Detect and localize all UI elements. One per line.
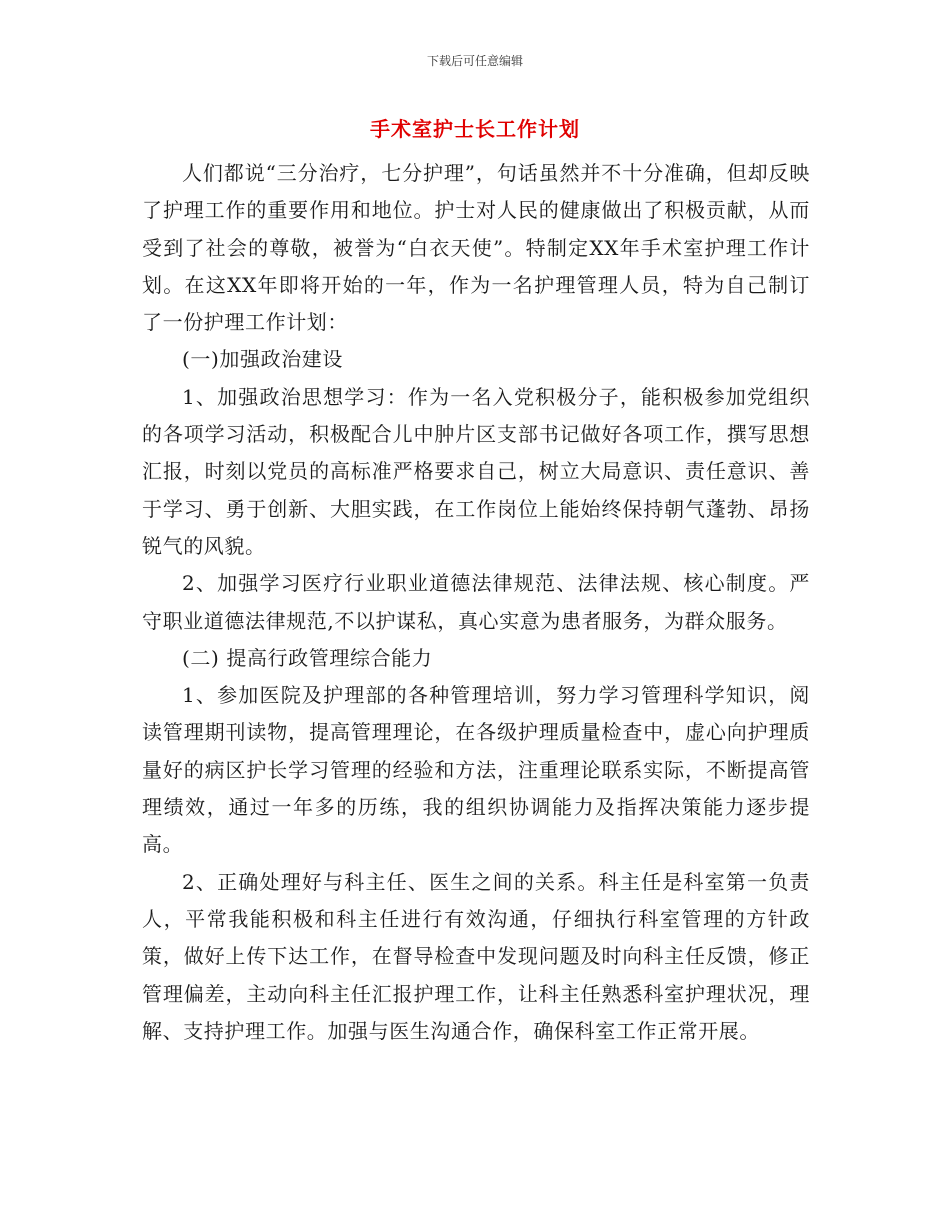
section-heading-management: (二) 提高行政管理综合能力 (182, 645, 433, 670)
intro-paragraph: 人们都说“三分治疗，七分护理”，句话虽然并不十分准确，但却反映了护理工作的重要作用和地位。护士对人民的健康做出了积极贡献，从而受到了社会的尊敬，被誉为“白衣天使”。特制定XX年手术室护理工作计划。在这XX年即将开始的一年，作为一名护理管理人员，特为自己制订了一份护理工作计划： (142, 161, 810, 335)
section-heading-political: (一)加强政治建设 (182, 347, 344, 372)
paragraph-management-training: 1、参加医院及护理部的各种管理培训，努力学习管理科学知识，阅读管理期刊读物，提高管理理论，在各级护理质量检查中，虚心向护理质量好的病区护长学习管理的经验和方法，注重理论联系实际，不断提高管理绩效，通过一年多的历练，我的组织协调能力及指挥决策能力逐步提高。 (142, 683, 810, 857)
document-title: 手术室护士长工作计划 (370, 117, 580, 141)
document-body (142, 155, 810, 1050)
paragraph-political-study: 1、加强政治思想学习：作为一名入党积极分子，能积极参加党组织的各项学习活动，积极配合儿中肿片区支部书记做好各项工作，撰写思想汇报，时刻以党员的高标准严格要求自己，树立大局意识、责任意识、善于学习、勇于创新、大胆实践，在工作岗位上能始终保持朝气蓬勃、昂扬锐气的风貌。 (142, 384, 810, 558)
paragraph-professional-ethics: 2、加强学习医疗行业职业道德法律规范、法律法规、核心制度。严守职业道德法律规范,不以护谋私，真心实意为患者服务，为群众服务。 (142, 571, 810, 633)
header-note: 下载后可任意编辑 (426, 54, 523, 68)
paragraph-relationships: 2、正确处理好与科主任、医生之间的关系。科主任是科室第一负责人，平常我能积极和科主任进行有效沟通，仔细执行科室管理的方针政策，做好上传下达工作，在督导检查中发现问题及时向科主任反馈，修正管理偏差，主动向科主任汇报护理工作，让科主任熟悉科室护理状况，理解、支持护理工作。加强与医生沟通合作，确保科室工作正常开展。 (142, 869, 810, 1043)
